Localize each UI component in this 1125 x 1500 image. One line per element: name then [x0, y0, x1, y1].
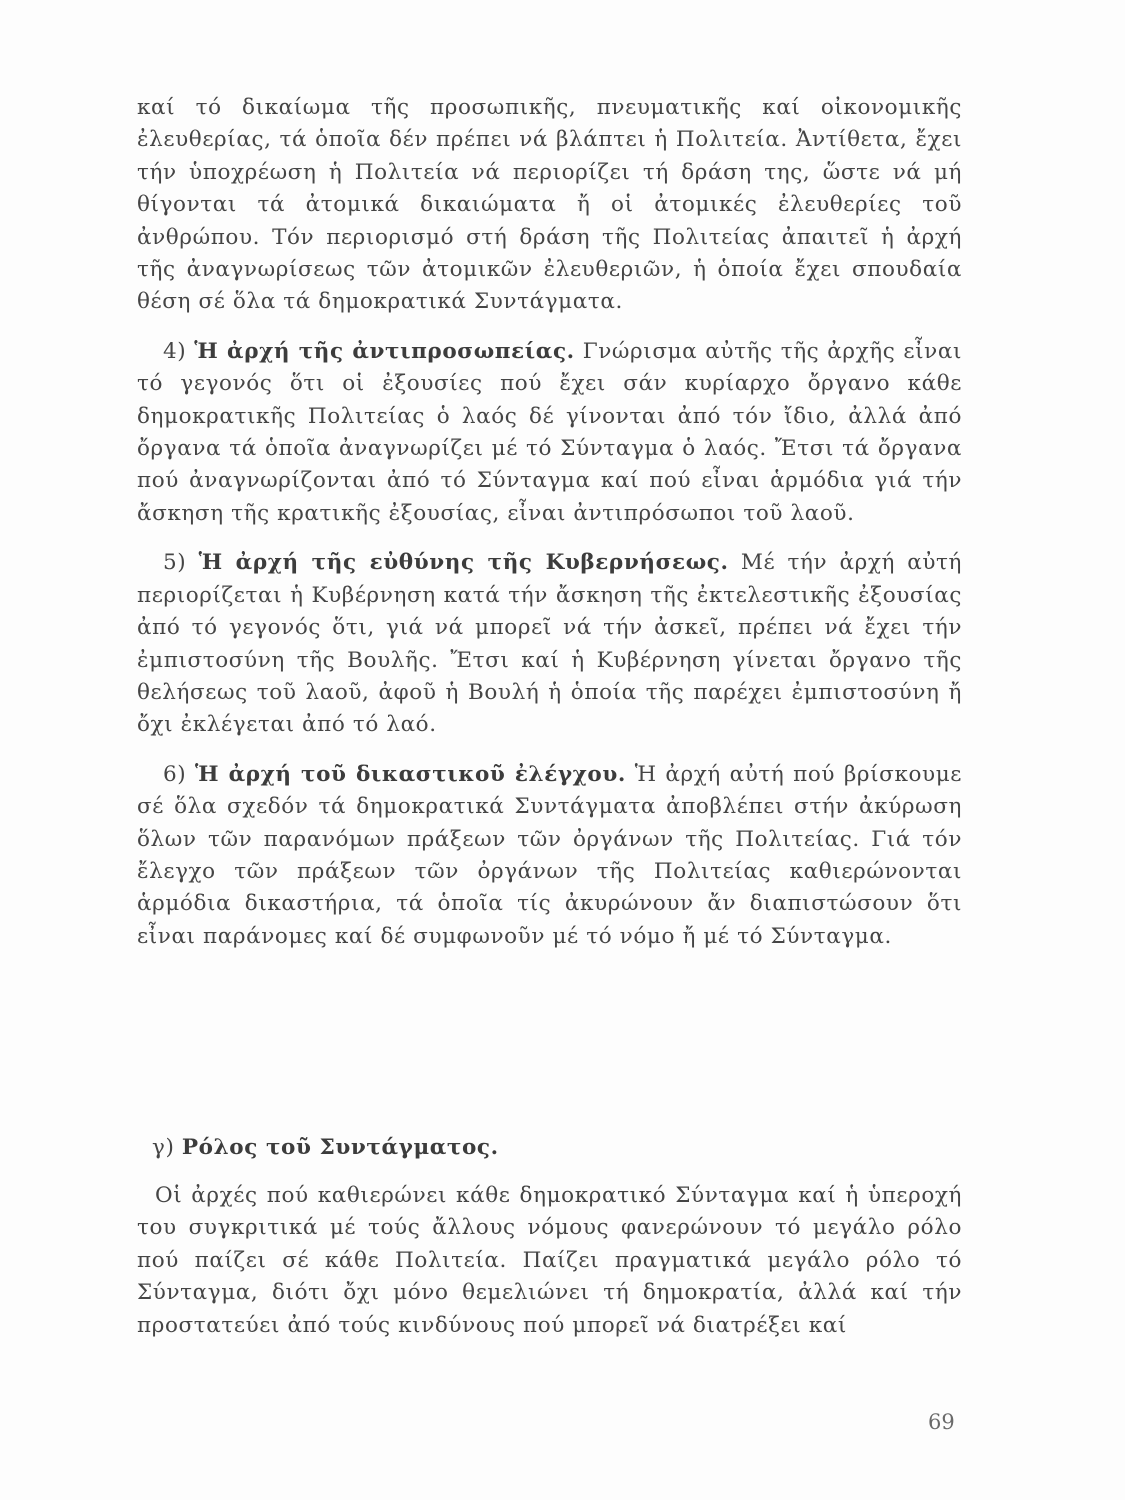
principle-title-4: Ἡ ἀρχή τῆς ἀντιπροσωπείας.: [194, 338, 575, 364]
main-text: [137, 92, 962, 953]
principle-body-5: Μέ τήν ἀρχή αὐτή περιορίζεται ἡ Κυβέρνηση κατά τήν ἄσκηση τῆς ἐκτελεστικῆς ἐξουσίας ἀπό τό γεγονός ὅτι, γιά νά μπορεῖ νά τήν ἀσκεῖ, πρέπει νά ἔχει τήν ἐμπιστοσύνη τῆς Βουλῆς. Ἔτσι καί ἡ Κυβέρνηση γίνεται ὄργανο τῆς θελήσεως τοῦ λαοῦ, ἀφοῦ ἡ Βουλή ἡ ὁποία τῆς παρέχει ἐμπιστοσύνη ἤ ὄχι ἐκλέγεται ἀπό τό λαό.: [137, 550, 962, 738]
intro-paragraph: καί τό δικαίωμα τῆς προσωπικῆς, πνευματικῆς καί οἰκονομικῆς ἐλευθερίας, τά ὁποῖα δέν πρέπει νά βλάπτει ἡ Πολιτεία. Ἀντίθετα, ἔχει τήν ὑποχρέωση ἡ Πολιτεία νά περιορίζει τή δράση της, ὥστε νά μή θίγονται τά ἀτομικά δικαιώματα ἤ οἱ ἀτομικές ἐλευθερίες τοῦ ἀνθρώπου. Τόν περιορισμό στή δράση τῆς Πολιτείας ἀπαιτεῖ ἡ ἀρχή τῆς ἀναγνωρίσεως τῶν ἀτομικῶν ἐλευθεριῶν, ἡ ὁποία ἔχει σπουδαία θέση σέ ὅλα τά δημοκρατικά Συντάγματα.: [137, 95, 962, 315]
principle-number-5: 5): [163, 550, 187, 576]
principle-title-5: Ἡ ἀρχή τῆς εὐθύνης τῆς Κυβερνήσεως.: [198, 550, 729, 576]
principle-paragraph-5: [137, 547, 962, 741]
principle-paragraph-6: [137, 759, 962, 953]
page-number: 69: [928, 1410, 955, 1434]
section-heading: [152, 1132, 499, 1164]
principle-number-4: 4): [163, 338, 187, 364]
section-title: Ρόλος τοῦ Συντάγματος.: [181, 1135, 499, 1160]
principle-body-4: Γνώρισμα αὐτῆς τῆς ἀρχῆς εἶναι τό γεγονός ὅτι οἱ ἐξουσίες πού ἔχει σάν κυρίαρχο ὄργανο κάθε δημοκρατικῆς Πολιτείας ὁ λαός δέ γίνονται ἀπό τόν ἴδιο, ἀλλά ἀπό ὄργανα τά ὁποῖα ἀναγνωρίζει μέ τό Σύνταγμα ὁ λαός. Ἔτσι τά ὄργανα πού ἀναγνωρίζονται ἀπό τό Σύνταγμα καί πού εἶναι ἁρμόδια γιά τήν ἄσκηση τῆς κρατικῆς ἐξουσίας, εἶναι ἀντιπρόσωποι τοῦ λαοῦ.: [137, 338, 963, 526]
section-number: γ): [152, 1135, 175, 1160]
section-body: Οἱ ἀρχές πού καθιερώνει κάθε δημοκρατικό Σύνταγμα καί ἡ ὑπεροχή του συγκριτικά μέ τούς ἄλλους νόμους φανερώνουν τό μεγάλο ρόλο πού παίζει σέ κάθε Πολιτεία. Παίζει πραγματικά μεγάλο ρόλο τό Σύνταγμα, διότι ὄχι μόνο θεμελιώνει τή δημοκρατία, ἀλλά καί τήν προστατεύει ἀπό τούς κινδύνους πού μπορεῖ νά διατρέξει καί: [137, 1183, 962, 1338]
principle-number-6: 6): [163, 761, 187, 787]
principle-body-6: Ἡ ἀρχή αὐτή πού βρίσκουμε σέ ὅλα σχεδόν τά δημοκρατικά Συντάγματα ἀποβλέπει στήν ἀκύρωση ὅλων τῶν παρανόμων πράξεων τῶν ὀργάνων τῆς Πολιτείας. Γιά τόν ἔλεγχο τῶν πράξεων τῶν ὀργάνων τῆς Πολιτείας καθιερώνονται ἁρμόδια δικαστήρια, τά ὁποῖα τίς ἀκυρώνουν ἄν διαπιστώσουν ὅτι εἶναι παράνομες καί δέ συμφωνοῦν μέ τό νόμο ἤ μέ τό Σύνταγμα.: [137, 761, 963, 949]
principle-title-6: Ἡ ἀρχή τοῦ δικαστικοῦ ἐλέγχου.: [195, 761, 626, 787]
principle-paragraph-4: [137, 336, 962, 530]
